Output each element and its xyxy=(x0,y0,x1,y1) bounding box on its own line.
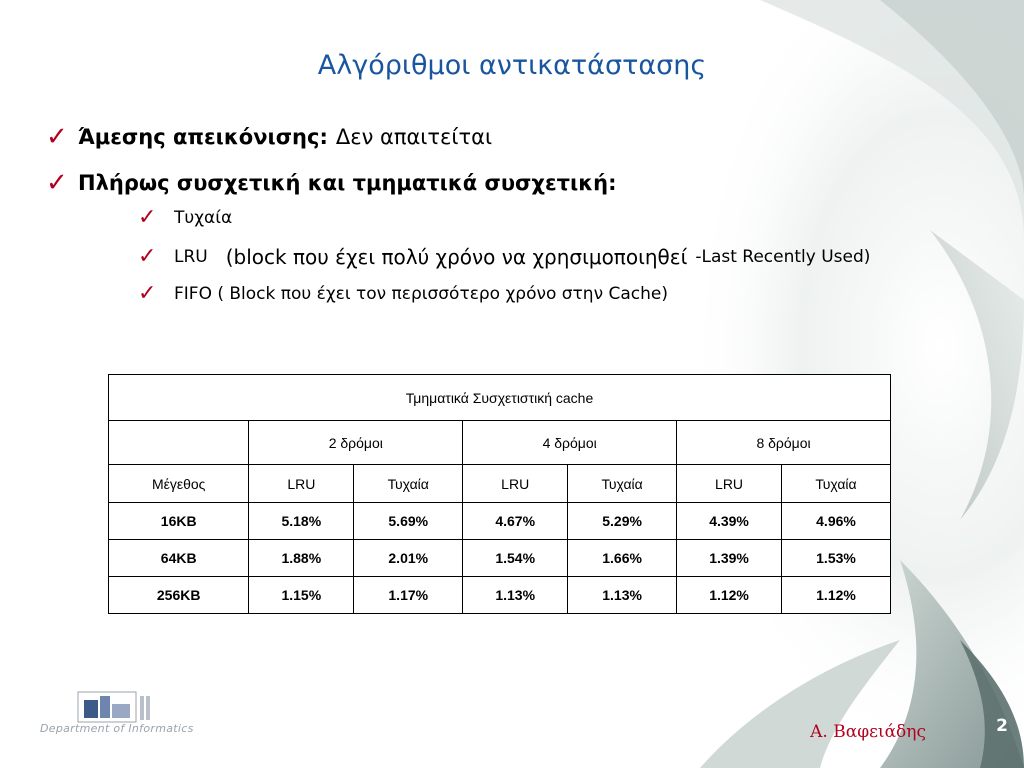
table-corner-cell xyxy=(109,421,249,465)
table-cell: 1.66% xyxy=(568,540,677,577)
column-header: LRU xyxy=(463,465,568,503)
department-name: Department of Informatics xyxy=(40,722,194,735)
slide-title: Αλγόριθμοι αντικατάστασης xyxy=(317,50,707,81)
subbullet-lru xyxy=(138,244,870,269)
table-cell: 4.39% xyxy=(677,503,782,540)
table-cell: 1.54% xyxy=(463,540,568,577)
table-cell: 1.13% xyxy=(463,577,568,614)
table-cell: 1.17% xyxy=(354,577,463,614)
column-header: Τυχαία xyxy=(568,465,677,503)
check-icon: ✓ xyxy=(46,168,68,198)
bullet-label: Άμεσης απεικόνισης: xyxy=(78,125,328,149)
group-header: 4 δρόμοι xyxy=(463,421,677,465)
table-row xyxy=(109,540,891,577)
table-cell: 5.18% xyxy=(249,503,354,540)
check-icon: ✓ xyxy=(138,281,157,306)
table-cell: 4.67% xyxy=(463,503,568,540)
column-header: LRU xyxy=(249,465,354,503)
group-header: 8 δρόμοι xyxy=(677,421,891,465)
subbullet-random xyxy=(138,205,232,230)
subbullet-lru-expansion: -Last Recently Used) xyxy=(695,246,871,267)
subbullet-lru-label: LRU xyxy=(174,246,208,267)
table-cell: 1.12% xyxy=(677,577,782,614)
row-size-cell: 64KB xyxy=(109,540,249,577)
table-cell: 5.69% xyxy=(354,503,463,540)
author-name: Α. Βαφειάδης xyxy=(810,722,926,742)
check-icon: ✓ xyxy=(138,205,157,230)
bullet-associative xyxy=(46,168,617,198)
table-cell: 1.39% xyxy=(677,540,782,577)
page-number: 2 xyxy=(996,716,1008,736)
subbullet-fifo xyxy=(138,281,668,306)
row-size-cell: 16KB xyxy=(109,503,249,540)
column-header: Τυχαία xyxy=(781,465,890,503)
bullet-label: Πλήρως συσχετική και τμηματικά συσχετική: xyxy=(78,171,617,195)
table-caption: Τμηματικά Συσχετιστική cache xyxy=(109,375,891,421)
table-cell: 1.13% xyxy=(568,577,677,614)
table-cell: 1.88% xyxy=(249,540,354,577)
table-row xyxy=(109,503,891,540)
subbullet-text: FIFO ( Block που έχει τον περισσότερο χρόνο στην Cache) xyxy=(174,283,668,304)
table-row xyxy=(109,577,891,614)
table-cell: 1.53% xyxy=(781,540,890,577)
bullet-text: Δεν απαιτείται xyxy=(335,125,493,149)
cache-miss-table xyxy=(108,374,891,614)
check-icon: ✓ xyxy=(46,122,68,152)
check-icon: ✓ xyxy=(138,244,157,269)
column-header: Μέγεθος xyxy=(109,465,249,503)
column-header: LRU xyxy=(677,465,782,503)
row-size-cell: 256KB xyxy=(109,577,249,614)
subbullet-lru-desc: (block που έχει πολύ χρόνο να χρησιμοποιηθεί xyxy=(225,244,688,269)
subbullet-text: Τυχαία xyxy=(174,207,233,228)
table-cell: 2.01% xyxy=(354,540,463,577)
column-header: Τυχαία xyxy=(354,465,463,503)
table-cell: 1.15% xyxy=(249,577,354,614)
table-cell: 4.96% xyxy=(781,503,890,540)
bullet-direct-mapped xyxy=(46,122,492,152)
table-cell: 1.12% xyxy=(781,577,890,614)
table-cell: 5.29% xyxy=(568,503,677,540)
group-header: 2 δρόμοι xyxy=(249,421,463,465)
